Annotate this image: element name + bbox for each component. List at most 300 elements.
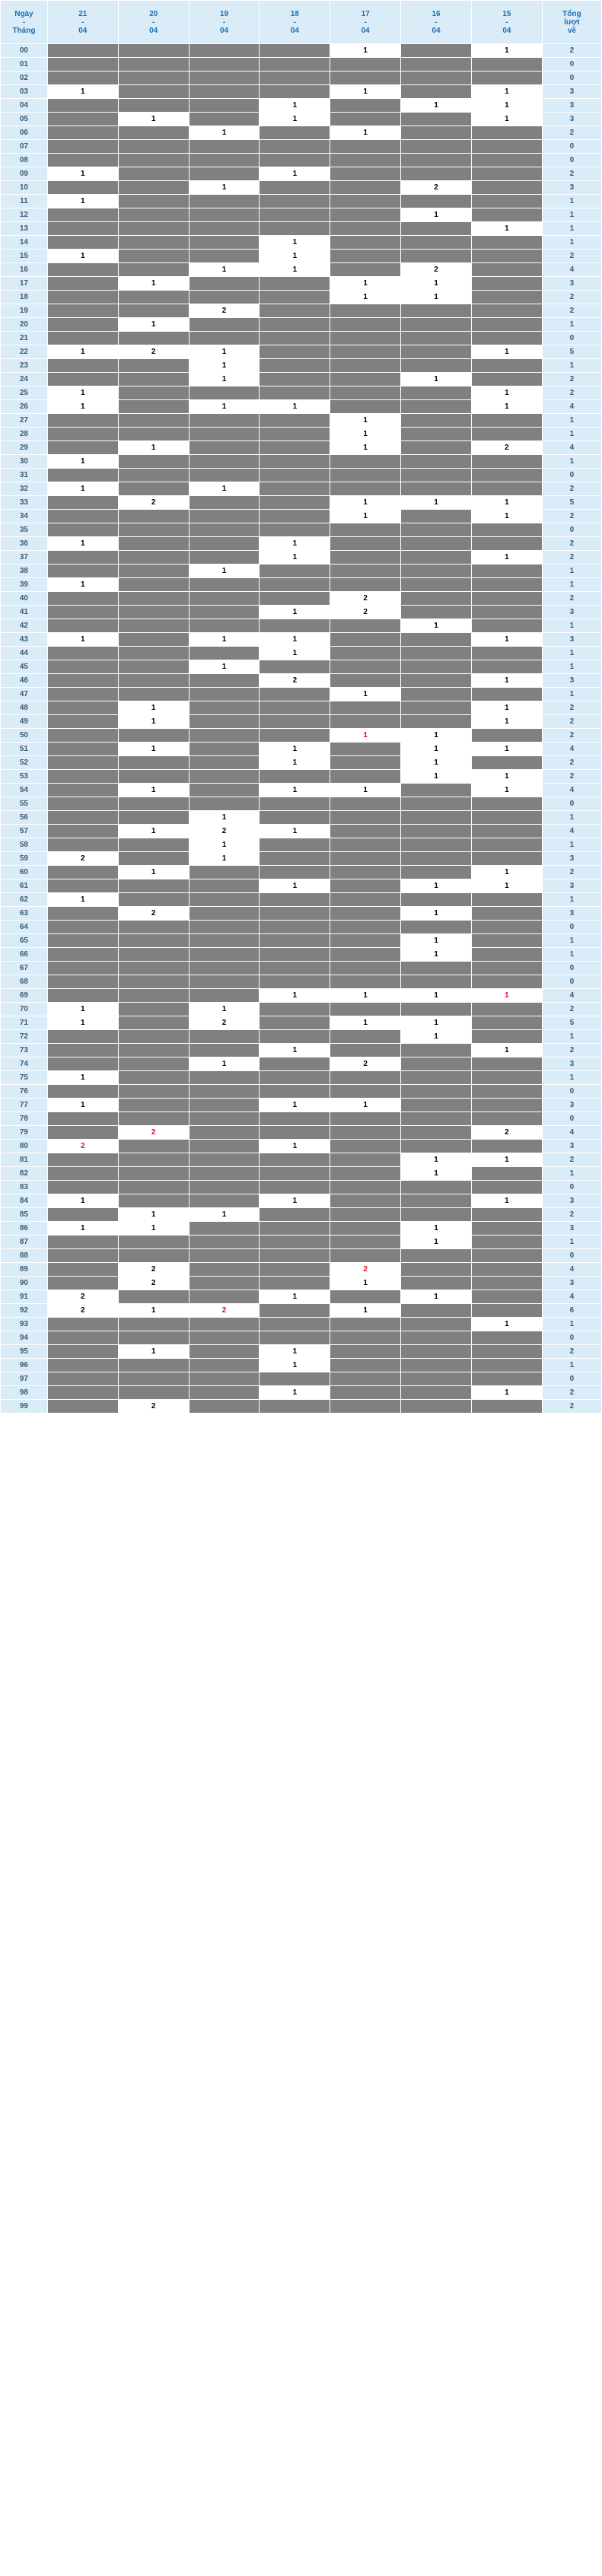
count-cell (330, 1318, 401, 1331)
row-total-cell: 0 (542, 469, 601, 482)
count-cell: 1 (401, 948, 472, 962)
count-cell (47, 825, 118, 838)
header-line: lượt (564, 17, 580, 27)
count-cell: 1 (47, 386, 118, 400)
table-row (1, 1003, 602, 1016)
count-cell (189, 688, 260, 701)
row-total-cell: 0 (542, 1085, 601, 1099)
row-total-cell: 2 (542, 756, 601, 770)
row-number-cell: 98 (1, 1386, 48, 1400)
count-cell (47, 469, 118, 482)
count-cell: 2 (330, 1057, 401, 1071)
count-cell: 1 (471, 1318, 542, 1331)
count-cell (118, 181, 189, 195)
count-cell (260, 1153, 330, 1167)
count-cell (118, 1030, 189, 1044)
row-number-cell: 35 (1, 523, 48, 537)
count-cell (330, 866, 401, 879)
row-total-cell: 3 (542, 1277, 601, 1290)
header-col-16-04 (401, 1, 472, 44)
row-number-cell: 42 (1, 619, 48, 633)
count-cell (47, 1236, 118, 1249)
header-line: 19 (219, 9, 229, 18)
count-cell (189, 318, 260, 332)
count-cell (118, 729, 189, 743)
count-cell: 1 (401, 743, 472, 756)
count-cell: 1 (260, 1099, 330, 1112)
row-total-cell: 2 (542, 386, 601, 400)
header-line: - (505, 17, 508, 27)
row-total-cell: 1 (542, 236, 601, 250)
count-cell (118, 1372, 189, 1386)
count-cell (330, 208, 401, 222)
count-cell (118, 469, 189, 482)
count-cell (330, 1222, 401, 1236)
count-cell (47, 551, 118, 564)
count-cell (47, 277, 118, 291)
row-total-cell: 2 (542, 1044, 601, 1057)
count-cell: 1 (189, 852, 260, 866)
count-cell (401, 1044, 472, 1057)
count-cell: 1 (471, 989, 542, 1003)
table-row (1, 1359, 602, 1372)
table-row (1, 674, 602, 688)
row-total-cell: 4 (542, 743, 601, 756)
table-row (1, 866, 602, 879)
table-row (1, 58, 602, 72)
count-cell (330, 551, 401, 564)
row-number-cell: 83 (1, 1181, 48, 1194)
header-line: 18 (290, 9, 299, 18)
count-cell (330, 660, 401, 674)
count-cell: 1 (118, 701, 189, 715)
count-cell (471, 304, 542, 318)
row-total-cell: 4 (542, 784, 601, 797)
count-cell (260, 1277, 330, 1290)
count-cell: 1 (471, 633, 542, 647)
count-cell (401, 414, 472, 428)
count-cell (330, 564, 401, 578)
count-cell: 1 (260, 743, 330, 756)
count-cell: 1 (189, 126, 260, 140)
count-cell (118, 962, 189, 975)
table-row (1, 537, 602, 551)
count-cell (260, 304, 330, 318)
row-number-cell: 71 (1, 1016, 48, 1030)
row-total-cell: 1 (542, 660, 601, 674)
header-row (1, 1, 602, 44)
count-cell (401, 304, 472, 318)
table-header (1, 1, 602, 44)
row-total-cell: 4 (542, 400, 601, 414)
table-row (1, 441, 602, 455)
count-cell (189, 1194, 260, 1208)
count-cell (47, 1359, 118, 1372)
count-cell: 1 (401, 756, 472, 770)
count-cell (471, 1372, 542, 1386)
row-total-cell: 2 (542, 250, 601, 263)
table-row (1, 510, 602, 523)
count-cell (401, 167, 472, 181)
row-total-cell: 3 (542, 113, 601, 126)
count-cell (330, 852, 401, 866)
row-total-cell: 1 (542, 838, 601, 852)
count-cell: 1 (189, 345, 260, 359)
count-cell (47, 647, 118, 660)
count-cell (401, 852, 472, 866)
count-cell (118, 304, 189, 318)
row-total-cell: 3 (542, 606, 601, 619)
count-cell (401, 154, 472, 167)
count-cell: 1 (471, 345, 542, 359)
count-cell (330, 893, 401, 907)
count-cell: 1 (189, 400, 260, 414)
count-cell (118, 893, 189, 907)
row-total-cell: 0 (542, 140, 601, 154)
count-cell (401, 838, 472, 852)
count-cell: 1 (401, 1153, 472, 1167)
count-cell (118, 1331, 189, 1345)
count-cell (260, 715, 330, 729)
row-total-cell: 3 (542, 1194, 601, 1208)
table-row (1, 1236, 602, 1249)
count-cell (189, 1386, 260, 1400)
table-row (1, 934, 602, 948)
count-cell: 1 (189, 373, 260, 386)
row-total-cell: 0 (542, 332, 601, 345)
count-cell (118, 1236, 189, 1249)
count-cell (330, 345, 401, 359)
count-cell (189, 1222, 260, 1236)
count-cell (189, 934, 260, 948)
count-cell (471, 1030, 542, 1044)
count-cell: 1 (189, 482, 260, 496)
table-row (1, 770, 602, 784)
count-cell (189, 537, 260, 551)
row-total-cell: 1 (542, 1359, 601, 1372)
row-number-cell: 17 (1, 277, 48, 291)
row-total-cell: 6 (542, 1304, 601, 1318)
count-cell (189, 1345, 260, 1359)
row-total-cell: 1 (542, 811, 601, 825)
count-cell: 1 (401, 934, 472, 948)
row-number-cell: 59 (1, 852, 48, 866)
count-cell (401, 1181, 472, 1194)
count-cell (260, 469, 330, 482)
row-total-cell: 1 (542, 1167, 601, 1181)
count-cell (118, 688, 189, 701)
count-cell (401, 85, 472, 99)
count-cell: 1 (471, 1153, 542, 1167)
row-number-cell: 04 (1, 99, 48, 113)
row-total-cell: 2 (542, 770, 601, 784)
count-cell (330, 797, 401, 811)
count-cell (118, 1359, 189, 1372)
row-number-cell: 70 (1, 1003, 48, 1016)
row-total-cell: 0 (542, 975, 601, 989)
row-total-cell: 3 (542, 633, 601, 647)
row-number-cell: 27 (1, 414, 48, 428)
count-cell (47, 72, 118, 85)
header-line: Tháng (12, 26, 36, 35)
count-cell (471, 359, 542, 373)
count-cell (189, 1331, 260, 1345)
count-cell: 1 (401, 1167, 472, 1181)
count-cell (471, 1304, 542, 1318)
count-cell (471, 825, 542, 838)
count-cell (471, 606, 542, 619)
count-cell (401, 1318, 472, 1331)
table-row (1, 1153, 602, 1167)
row-number-cell: 45 (1, 660, 48, 674)
count-cell (471, 277, 542, 291)
count-cell (47, 441, 118, 455)
count-cell: 1 (471, 113, 542, 126)
table-row (1, 1071, 602, 1085)
count-cell (330, 482, 401, 496)
row-total-cell: 1 (542, 934, 601, 948)
count-cell (260, 852, 330, 866)
count-cell: 1 (471, 1194, 542, 1208)
count-cell (189, 85, 260, 99)
count-cell (118, 373, 189, 386)
count-cell (189, 1236, 260, 1249)
count-cell (189, 647, 260, 660)
count-cell (118, 1099, 189, 1112)
count-cell (330, 195, 401, 208)
count-cell (330, 1153, 401, 1167)
table-body (1, 44, 602, 1414)
row-total-cell: 4 (542, 1290, 601, 1304)
row-number-cell: 92 (1, 1304, 48, 1318)
count-cell: 1 (47, 1016, 118, 1030)
count-cell (47, 934, 118, 948)
count-cell: 1 (47, 1071, 118, 1085)
count-cell (471, 578, 542, 592)
count-cell (47, 1386, 118, 1400)
table-row (1, 291, 602, 304)
count-cell: 1 (189, 359, 260, 373)
row-total-cell: 5 (542, 1016, 601, 1030)
count-cell (118, 154, 189, 167)
count-cell (260, 1318, 330, 1331)
count-cell (260, 44, 330, 58)
table-row (1, 359, 602, 373)
count-cell: 1 (118, 1222, 189, 1236)
count-cell (118, 1167, 189, 1181)
count-cell (330, 811, 401, 825)
row-total-cell: 5 (542, 496, 601, 510)
count-cell (471, 756, 542, 770)
count-cell (47, 1044, 118, 1057)
count-cell (260, 1236, 330, 1249)
count-cell: 1 (330, 989, 401, 1003)
count-cell: 1 (471, 510, 542, 523)
count-cell (47, 1126, 118, 1140)
count-cell (47, 1400, 118, 1414)
count-cell (260, 181, 330, 195)
count-cell (401, 1140, 472, 1153)
row-number-cell: 73 (1, 1044, 48, 1057)
count-cell: 1 (47, 345, 118, 359)
count-cell (260, 921, 330, 934)
row-total-cell: 3 (542, 277, 601, 291)
count-cell (260, 441, 330, 455)
count-cell (260, 934, 330, 948)
count-cell (189, 606, 260, 619)
count-cell: 1 (471, 701, 542, 715)
count-cell: 1 (47, 537, 118, 551)
count-cell (118, 1194, 189, 1208)
header-col-15-04 (471, 1, 542, 44)
count-cell: 1 (189, 181, 260, 195)
row-number-cell: 52 (1, 756, 48, 770)
count-cell (189, 441, 260, 455)
count-cell (118, 126, 189, 140)
row-number-cell: 69 (1, 989, 48, 1003)
count-cell (189, 1181, 260, 1194)
count-cell (330, 537, 401, 551)
count-cell (47, 373, 118, 386)
row-number-cell: 39 (1, 578, 48, 592)
count-cell (401, 1057, 472, 1071)
table-row (1, 578, 602, 592)
count-cell (401, 1345, 472, 1359)
count-cell: 1 (47, 400, 118, 414)
count-cell: 1 (471, 674, 542, 688)
row-number-cell: 12 (1, 208, 48, 222)
header-line: Tổng (562, 9, 581, 18)
count-cell (471, 688, 542, 701)
count-cell (47, 866, 118, 879)
count-cell (401, 1386, 472, 1400)
count-cell (47, 619, 118, 633)
count-cell: 1 (47, 578, 118, 592)
row-number-cell: 62 (1, 893, 48, 907)
count-cell: 1 (118, 1345, 189, 1359)
count-cell (260, 975, 330, 989)
count-cell: 1 (401, 1030, 472, 1044)
count-cell (118, 660, 189, 674)
count-cell (471, 1003, 542, 1016)
count-cell (260, 660, 330, 674)
count-cell (189, 1099, 260, 1112)
count-cell: 1 (401, 879, 472, 893)
count-cell (47, 523, 118, 537)
count-cell (260, 510, 330, 523)
count-cell (189, 1400, 260, 1414)
count-cell (330, 359, 401, 373)
table-row (1, 400, 602, 414)
row-number-cell: 24 (1, 373, 48, 386)
count-cell: 1 (471, 44, 542, 58)
count-cell (47, 181, 118, 195)
row-number-cell: 61 (1, 879, 48, 893)
row-number-cell: 14 (1, 236, 48, 250)
count-cell (330, 1290, 401, 1304)
header-ngay-thang (1, 1, 48, 44)
count-cell: 1 (401, 989, 472, 1003)
row-number-cell: 31 (1, 469, 48, 482)
table-row (1, 1208, 602, 1222)
count-cell (118, 195, 189, 208)
row-total-cell: 2 (542, 304, 601, 318)
count-cell (118, 1249, 189, 1263)
count-cell (330, 236, 401, 250)
count-cell (118, 975, 189, 989)
count-cell (118, 921, 189, 934)
header-line: - (222, 17, 226, 27)
count-cell (471, 838, 542, 852)
row-total-cell: 0 (542, 1331, 601, 1345)
count-cell (118, 386, 189, 400)
header-line: - (22, 17, 26, 27)
row-number-cell: 94 (1, 1331, 48, 1345)
count-cell (260, 1126, 330, 1140)
row-total-cell: 3 (542, 1222, 601, 1236)
count-cell: 1 (118, 113, 189, 126)
count-cell: 1 (260, 113, 330, 126)
count-cell: 1 (189, 1057, 260, 1071)
count-cell (401, 1194, 472, 1208)
count-cell: 1 (471, 551, 542, 564)
count-cell (118, 756, 189, 770)
table-row (1, 975, 602, 989)
row-number-cell: 97 (1, 1372, 48, 1386)
count-cell (330, 1071, 401, 1085)
count-cell: 2 (330, 1263, 401, 1277)
count-cell (47, 428, 118, 441)
count-cell: 1 (118, 277, 189, 291)
table-row (1, 688, 602, 701)
count-cell: 1 (260, 1140, 330, 1153)
row-total-cell: 0 (542, 921, 601, 934)
count-cell (330, 975, 401, 989)
count-cell (401, 660, 472, 674)
count-cell (118, 989, 189, 1003)
count-cell: 2 (401, 181, 472, 195)
count-cell (189, 551, 260, 564)
count-cell (471, 1208, 542, 1222)
count-cell (189, 1167, 260, 1181)
count-cell (47, 1249, 118, 1263)
row-total-cell: 1 (542, 359, 601, 373)
count-cell (471, 592, 542, 606)
row-total-cell: 2 (542, 537, 601, 551)
count-cell (330, 1400, 401, 1414)
row-number-cell: 33 (1, 496, 48, 510)
row-total-cell: 0 (542, 962, 601, 975)
count-cell (118, 482, 189, 496)
count-cell: 1 (47, 1003, 118, 1016)
count-cell (47, 154, 118, 167)
count-cell (401, 318, 472, 332)
count-cell (471, 1016, 542, 1030)
count-cell: 1 (189, 660, 260, 674)
count-cell (471, 428, 542, 441)
row-number-cell: 26 (1, 400, 48, 414)
count-cell (330, 921, 401, 934)
row-total-cell: 2 (542, 44, 601, 58)
row-number-cell: 10 (1, 181, 48, 195)
count-cell (260, 318, 330, 332)
count-cell (260, 592, 330, 606)
count-cell (471, 1167, 542, 1181)
count-cell (260, 893, 330, 907)
row-number-cell: 53 (1, 770, 48, 784)
count-cell (401, 1249, 472, 1263)
count-cell (330, 1003, 401, 1016)
